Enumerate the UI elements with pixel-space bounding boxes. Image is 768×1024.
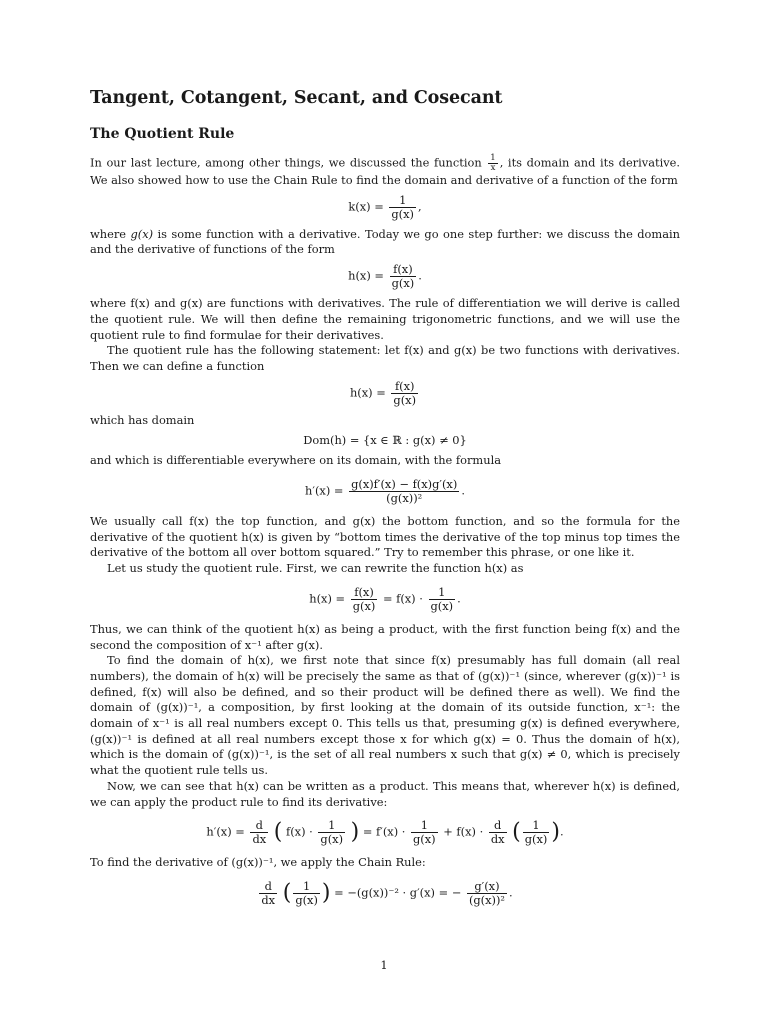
numerator: d bbox=[250, 819, 268, 833]
denominator: g(x) bbox=[320, 832, 344, 847]
denominator: g(x) bbox=[393, 392, 417, 407]
fraction bbox=[349, 478, 459, 505]
paragraph: which has domain bbox=[90, 412, 195, 427]
fraction bbox=[318, 819, 345, 846]
numerator: d bbox=[489, 819, 507, 833]
fraction bbox=[293, 880, 320, 907]
text-run: In our last lecture, among other things, we discussed the function bbox=[90, 155, 487, 170]
eq-lhs: h′(x) = bbox=[305, 483, 344, 498]
text-run: , its domain and its derivative. We also showed how to use the Chain Rule to find the domain and derivative of a function of the form bbox=[90, 155, 681, 187]
equation-k bbox=[90, 194, 680, 221]
fraction bbox=[390, 263, 417, 290]
denominator: dx bbox=[490, 832, 505, 847]
denominator: g(x) bbox=[524, 832, 548, 847]
denominator: g(x) bbox=[295, 892, 318, 907]
numerator: 1 bbox=[490, 153, 496, 163]
fraction bbox=[391, 380, 418, 407]
paragraph: where f(x) and g(x) are functions with derivatives. The rule of differentiation we will derive is called the quotient rule. We will then define the remaining trigonometric functions, and we will use the quotient rule to find formulae for their derivatives. bbox=[90, 296, 680, 342]
denominator: g(x) bbox=[391, 276, 415, 291]
paragraph bbox=[90, 154, 680, 189]
paragraph: To find the domain of h(x), we first note that since f(x) presumably has full domain (all real numbers), the domain of h(x) will be precisely the same as that of (g(x))⁻¹ (since, wherever (g(x))⁻¹ is defined, f(x) will also be defined, and so their product will be defined there as well). We find the domain of (g(x))⁻¹, a composition, by first looking at the domain of its outside function, x⁻¹: the domain of x⁻¹ is all real numbers except 0. This tells us that, presuming g(x) is defined everywhere, (g(x))⁻¹ is defined at all real numbers except those x for which g(x) = 0. Thus the domain of h(x), which is the domain of (g(x))⁻¹, is the set of all real numbers x such that g(x) ≠ 0, which is precisely what the quotient rule tells us. bbox=[90, 653, 680, 778]
eq-lhs: h(x) = bbox=[309, 591, 346, 606]
numerator: f(x) bbox=[390, 263, 417, 277]
numerator: 1 bbox=[293, 880, 320, 894]
equation-domain: Dom(h) = {x ∈ ℝ : g(x) ≠ 0} bbox=[303, 433, 467, 448]
text-run: where bbox=[90, 226, 131, 241]
fraction bbox=[467, 880, 507, 907]
numerator: 1 bbox=[411, 819, 438, 833]
denominator: dx bbox=[261, 892, 276, 907]
punct: . bbox=[461, 483, 465, 498]
equation-h bbox=[90, 263, 680, 290]
fraction bbox=[429, 586, 456, 613]
numerator: 1 bbox=[318, 819, 345, 833]
section-heading: The Quotient Rule bbox=[90, 126, 235, 142]
denominator: g(x) bbox=[413, 832, 436, 847]
paragraph bbox=[90, 227, 680, 258]
paragraph: Thus, we can think of the quotient h(x) as being a product, with the first function being f(x) and the second the composition of x⁻¹ after g(x). bbox=[90, 621, 680, 652]
eq-middle: = f(x) · bbox=[382, 591, 423, 606]
numerator: g(x)f′(x) − f(x)g′(x) bbox=[351, 477, 458, 492]
denominator: x bbox=[490, 163, 496, 173]
eq-term: + f(x) · bbox=[443, 824, 484, 839]
denominator: g(x) bbox=[352, 598, 376, 613]
eq-lhs: h′(x) = bbox=[206, 824, 245, 839]
punct: . bbox=[559, 824, 564, 839]
page-number: 1 bbox=[380, 958, 388, 972]
denominator: g(x) bbox=[391, 206, 414, 221]
fraction bbox=[389, 194, 416, 221]
numerator: f(x) bbox=[351, 586, 378, 600]
numerator: f(x) bbox=[391, 380, 418, 394]
right-paren: ) bbox=[321, 880, 331, 906]
equation-chain-rule bbox=[90, 880, 680, 907]
paragraph: The quotient rule has the following statement: let f(x) and g(x) be two functions with derivatives. Then we can define a function bbox=[90, 343, 680, 373]
fraction bbox=[351, 586, 378, 613]
denominator: (g(x))² bbox=[386, 491, 423, 506]
right-paren: ) bbox=[350, 819, 360, 845]
math-inline: g(x) bbox=[130, 226, 154, 241]
eq-middle: = −(g(x))⁻² · g′(x) = − bbox=[334, 885, 462, 900]
eq-term: f(x) · bbox=[286, 824, 313, 839]
punct: . bbox=[457, 591, 461, 606]
paragraph: and which is differentiable everywhere on its domain, with the formula bbox=[90, 453, 501, 468]
paragraph: To find the derivative of (g(x))⁻¹, we apply the Chain Rule: bbox=[90, 855, 426, 870]
left-paren: ( bbox=[273, 819, 283, 845]
numerator: 1 bbox=[523, 819, 550, 833]
denominator: (g(x))² bbox=[468, 892, 505, 907]
fraction bbox=[411, 819, 438, 846]
paragraph: Let us study the quotient rule. First, we can rewrite the function h(x) as bbox=[107, 561, 524, 576]
numerator: g′(x) bbox=[467, 880, 507, 894]
denominator: g(x) bbox=[430, 598, 454, 613]
punct: . bbox=[509, 885, 513, 900]
equation-h-def bbox=[90, 380, 680, 407]
derivative-operator bbox=[489, 819, 507, 846]
fraction bbox=[523, 819, 550, 846]
numerator: d bbox=[259, 880, 277, 894]
equation-product-rule bbox=[90, 819, 680, 846]
derivative-operator bbox=[250, 819, 268, 846]
paragraph: We usually call f(x) the top function, and g(x) the bottom function, and so the formula for the derivative of the quotient h(x) is given by “bottom times the derivative of the top minus top times the derivative of the bottom all over bottom squared.” Try to remember this phrase, or one like it. bbox=[90, 514, 680, 560]
equation-rewrite bbox=[90, 586, 680, 613]
fraction bbox=[488, 154, 497, 173]
punct: , bbox=[418, 199, 422, 214]
numerator: 1 bbox=[389, 194, 416, 208]
eq-term: = f′(x) · bbox=[362, 824, 406, 839]
document-title: Tangent, Cotangent, Secant, and Cosecant bbox=[90, 88, 503, 108]
document-page bbox=[90, 88, 680, 916]
denominator: dx bbox=[252, 832, 267, 847]
paragraph: Now, we can see that h(x) can be written as a product. This means that, wherever h(x) is defined, we can apply the product rule to find its derivative: bbox=[90, 778, 680, 809]
left-paren: ( bbox=[512, 819, 521, 845]
punct: . bbox=[418, 268, 422, 283]
equation-quotient-rule bbox=[90, 478, 680, 505]
derivative-operator bbox=[259, 880, 277, 907]
eq-lhs: h(x) = bbox=[348, 268, 384, 283]
left-paren: ( bbox=[282, 880, 292, 906]
right-paren: ) bbox=[551, 819, 560, 845]
text-run: is some function with a derivative. Today we go one step further: we discuss the domain and the derivative of functions of the form bbox=[90, 226, 680, 257]
eq-lhs: h(x) = bbox=[349, 385, 386, 400]
eq-lhs: k(x) = bbox=[348, 199, 384, 214]
numerator: 1 bbox=[429, 586, 456, 600]
